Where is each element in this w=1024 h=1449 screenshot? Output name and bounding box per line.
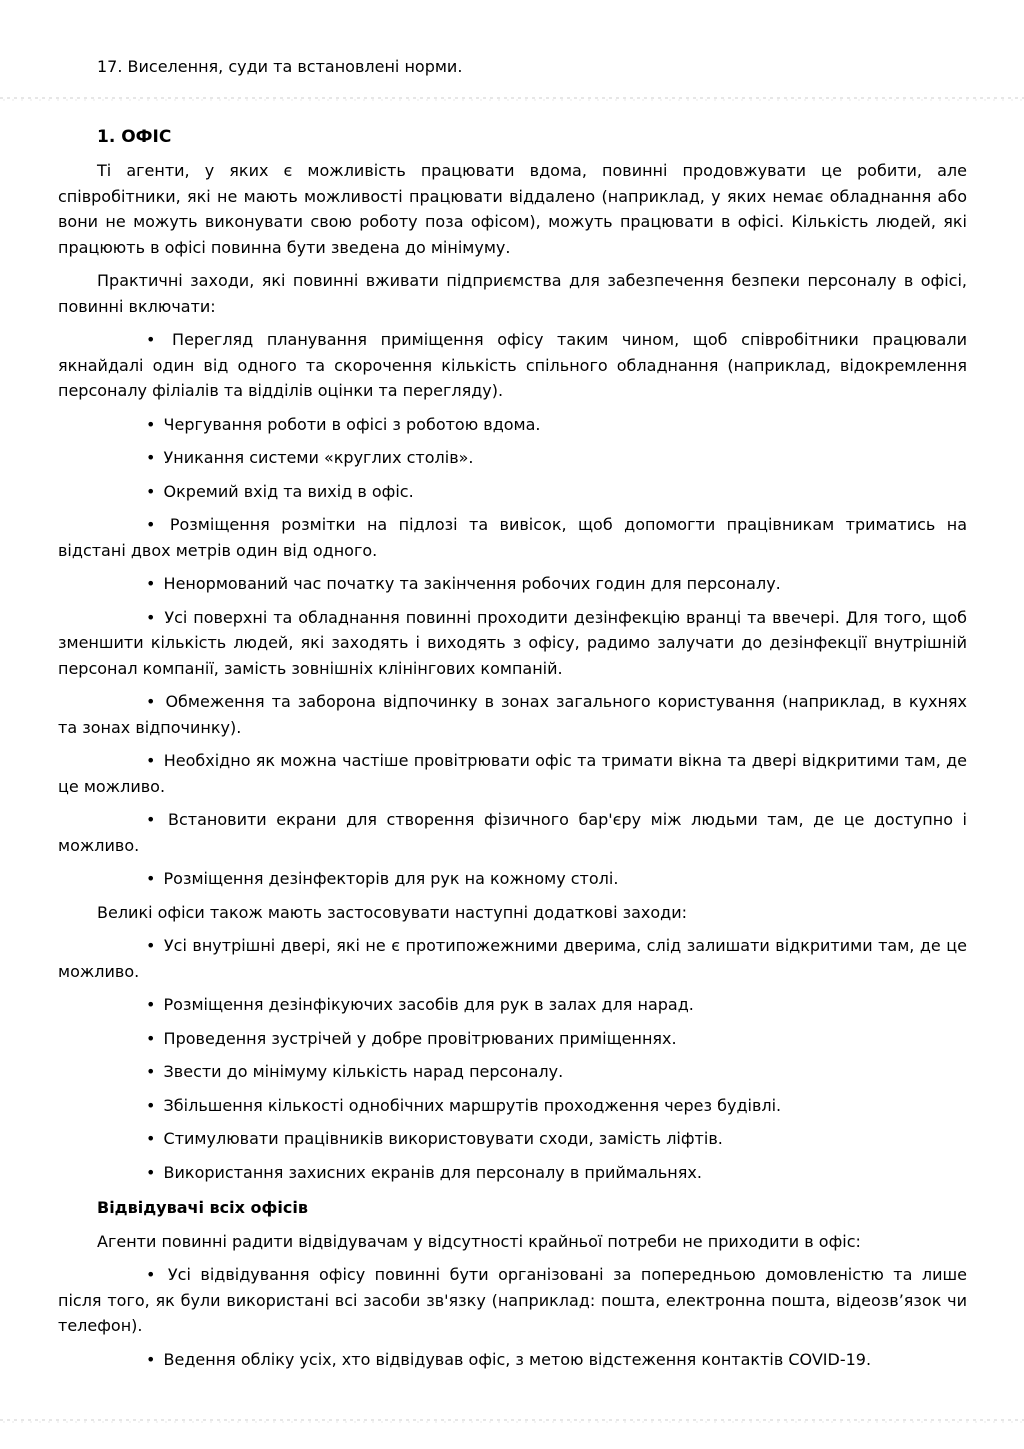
list-item: [58, 866, 967, 892]
list-item-text: Усі поверхні та обладнання повинні проходити дезінфекцію вранці та ввечері. Для того, щоб зменшити кількість людей, які заходять і виходять з офісу, радимо залучати до дезінфекції внутрішній персонал компанії, замість зовнішніх клінінгових компаній.: [58, 607, 967, 678]
list-item-text: Окремий вхід та вихід в офіс.: [163, 481, 414, 501]
bullet-icon: •: [146, 1028, 156, 1048]
list-item: [58, 605, 967, 682]
bullet-icon: •: [146, 1129, 156, 1148]
bullet-icon: •: [146, 1349, 156, 1369]
list-item: [58, 571, 967, 597]
list-item-text: Проведення зустрічей у добре провітрюваних приміщеннях.: [163, 1028, 677, 1048]
list-item: [58, 748, 967, 799]
list-item: [58, 512, 967, 563]
list-item-text: Необхідно як можна частіше провітрювати офіс та тримати вікна та двері відкритими там, де це можливо.: [58, 751, 968, 796]
list-item: [58, 933, 967, 984]
list-item: [58, 1026, 967, 1052]
list-item-text: Обмеження та заборона відпочинку в зонах загального користування (наприклад, в кухнях та зонах відпочинку).: [58, 692, 968, 737]
bullet-icon: •: [146, 936, 156, 955]
list-item-text: Перегляд планування приміщення офісу таким чином, щоб співробітники працювали якнайдалі один від одного та скорочення кількість спільного обладнання (наприклад, відокремлення персоналу філіалів та відділів оцінки та перегляду).: [58, 330, 967, 400]
bullet-icon: •: [146, 692, 156, 711]
bullet-icon: •: [146, 751, 156, 770]
list-item: [58, 1262, 967, 1339]
list-item-text: Стимулювати працівників використовувати сходи, замість ліфтів.: [163, 1129, 723, 1148]
list-item-text: Використання захисних екранів для персоналу в приймальнях.: [163, 1162, 702, 1182]
list-item: [58, 327, 967, 404]
bullet-icon: •: [146, 810, 156, 829]
list-item-text: Чергування роботи в офісі з роботою вдома.: [163, 414, 541, 434]
bullet-icon: •: [146, 448, 156, 467]
bullet-icon: •: [146, 515, 156, 534]
list-item-text: Збільшення кількості однобічних маршрутів проходження через будівлі.: [163, 1095, 782, 1115]
bullet-icon: •: [146, 995, 156, 1014]
list-item-text: Уникання системи «круглих столів».: [163, 448, 474, 467]
list-item: [58, 1059, 967, 1085]
bullet-icon: •: [146, 1265, 156, 1284]
bullet-icon: •: [146, 574, 156, 593]
subheading-visitors: Відвідувачі всіх офісів: [97, 1198, 308, 1217]
list-item: [58, 689, 967, 740]
list-item: [58, 1093, 967, 1119]
list-item-text: Розміщення дезінфікуючих засобів для рук в залах для нарад.: [163, 995, 694, 1014]
list-item-text: Ведення обліку усіх, хто відвідував офіс, з метою відстеження контактів COVID-19.: [163, 1349, 872, 1369]
measures-lead-paragraph: Практичні заходи, які повинні вживати підприємства для забезпечення безпеки персоналу в офісі, повинні включати:: [58, 271, 967, 316]
bullet-icon: •: [146, 607, 156, 627]
bullet-icon: •: [146, 481, 156, 501]
scan-artifact-line-bottom: [0, 1419, 1024, 1423]
list-item-text: Усі внутрішні двері, які не є протипожежними дверима, слід залишати відкритими там, де це можливо.: [58, 936, 967, 981]
previous-numbered-item: 17. Виселення, суди та встановлені норми.: [97, 57, 463, 76]
list-item-text: Розміщення дезінфекторів для рук на кожному столі.: [163, 869, 619, 888]
bullet-icon: •: [146, 1162, 156, 1182]
list-item: [58, 807, 967, 858]
list-item-text: Звести до мінімуму кількість нарад персоналу.: [163, 1062, 564, 1081]
list-item: [58, 412, 967, 438]
bullet-icon: •: [146, 1062, 156, 1081]
list-item: [58, 1347, 967, 1373]
large-offices-lead-paragraph: Великі офіси також мають застосовувати наступні додаткові заходи:: [97, 902, 688, 922]
visitors-lead-paragraph: Агенти повинні радити відвідувачам у відсутності крайньої потреби не приходити в офіс:: [97, 1231, 861, 1251]
section-heading-office: 1. ОФІС: [97, 126, 172, 147]
list-item: [58, 479, 967, 505]
list-item-text: Встановити екрани для створення фізичного бар'єру між людьми там, де це доступно і можливо.: [58, 810, 967, 855]
list-item: [58, 1160, 967, 1186]
list-item-text: Розміщення розмітки на підлозі та вивісок, щоб допомогти працівникам триматись на відстані двох метрів один від одного.: [58, 515, 967, 560]
list-item-text: Усі відвідування офісу повинні бути організовані за попередньою домовленістю та лише після того, як були використані всі засоби зв'язку (наприклад: пошта, електронна пошта, відеозв’язок чи телефон).: [58, 1265, 967, 1335]
intro-paragraph: Ті агенти, у яких є можливість працювати вдома, повинні продовжувати це робити, але співробітники, які не мають можливості працювати віддалено (наприклад, у яких немає обладнання або вони не можуть виконувати свою роботу поза офісом), можуть працювати в офісі. Кількість людей, які працюють в офісі повинна бути зведена до мінімуму.: [58, 161, 967, 257]
list-item: [58, 992, 967, 1018]
list-item-text: Ненормований час початку та закінчення робочих годин для персоналу.: [163, 574, 781, 593]
bullet-icon: •: [146, 869, 156, 888]
bullet-icon: •: [146, 1095, 156, 1115]
list-item: [58, 445, 967, 471]
list-item: [58, 1126, 967, 1152]
bullet-icon: •: [146, 330, 156, 349]
bullet-icon: •: [146, 414, 156, 434]
